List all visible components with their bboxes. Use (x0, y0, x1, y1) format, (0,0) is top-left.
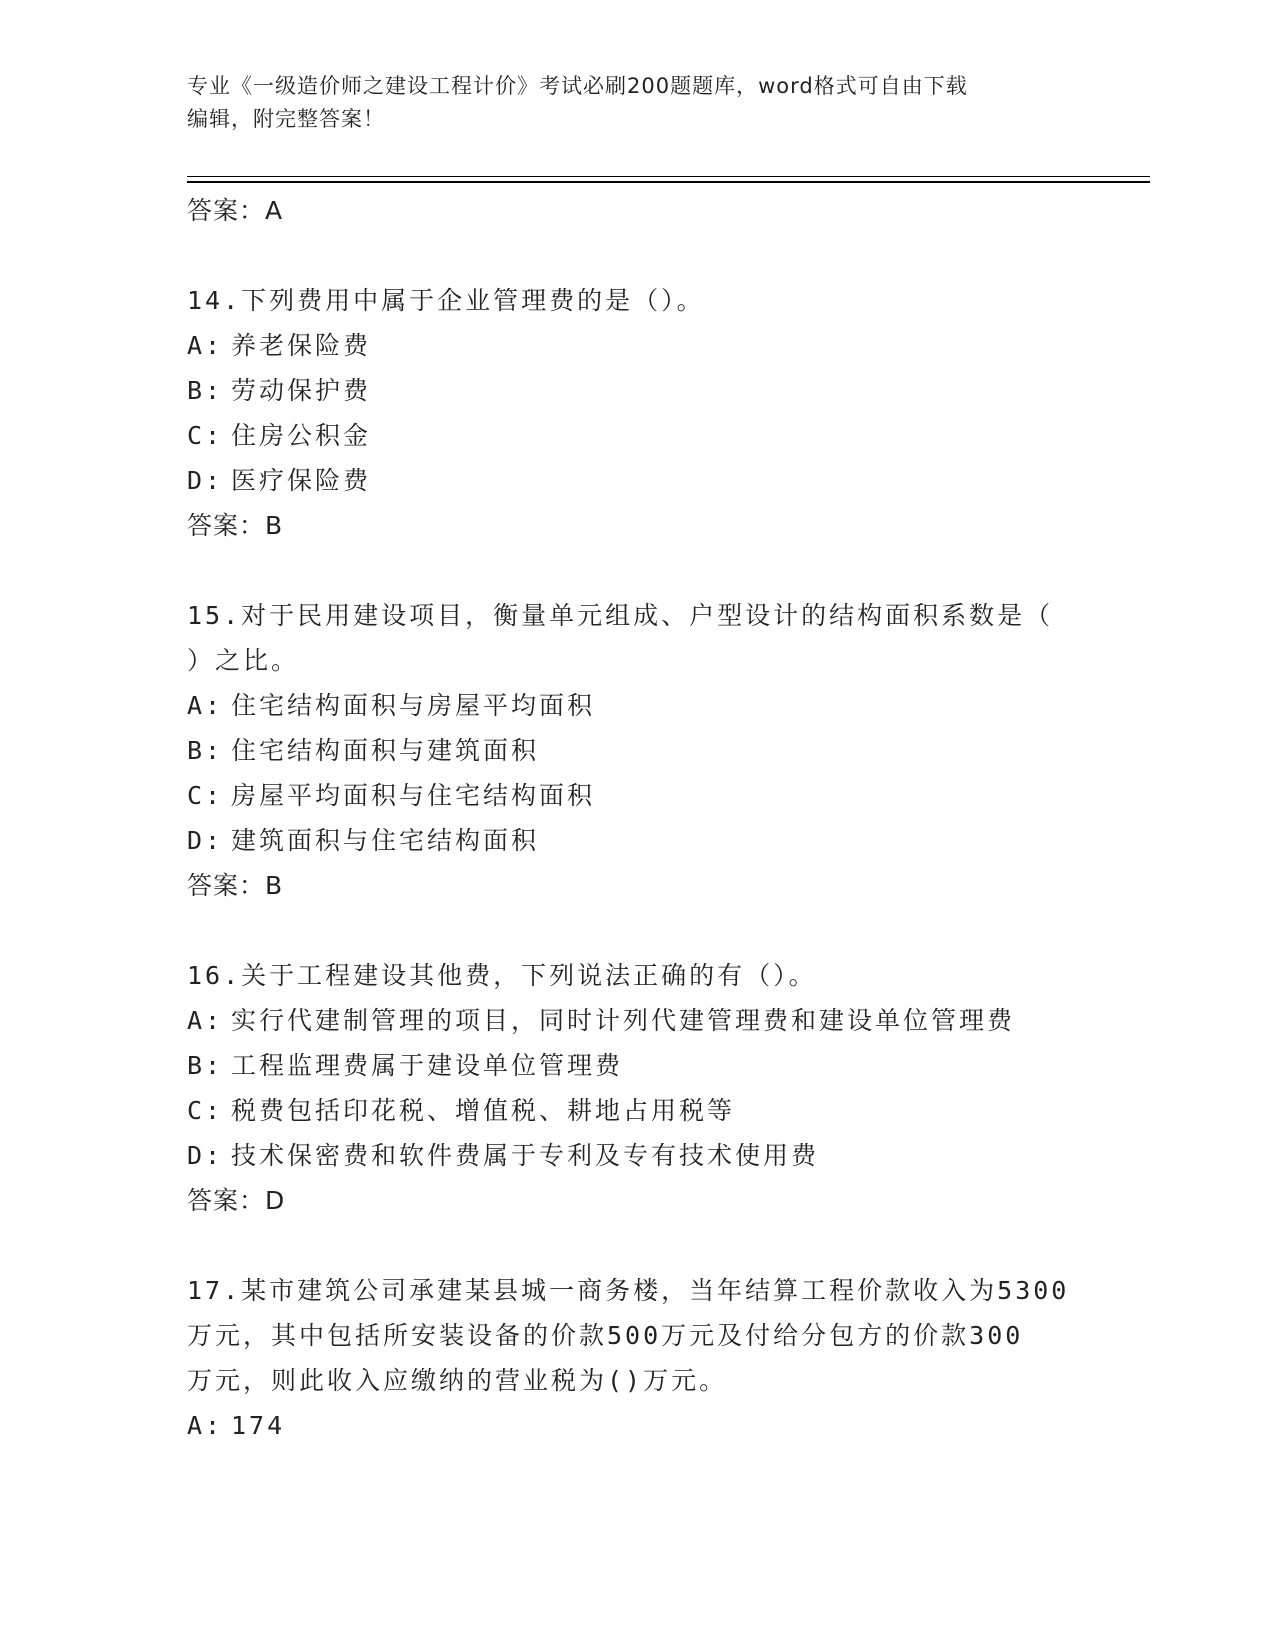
option-letter: A: (187, 331, 224, 360)
option-letter: B: (187, 1051, 224, 1080)
option-letter: B: (187, 376, 224, 405)
option-c (187, 773, 1117, 818)
option-text: 劳动保护费 (231, 376, 372, 405)
option-d (187, 818, 1117, 863)
header-divider-thin (187, 176, 1150, 177)
question-text-line: 15.对于民用建设项目，衡量单元组成、户型设计的结构面积系数是（ (187, 601, 1054, 630)
option-b (187, 368, 1117, 413)
option-text: 税费包括印花税、增值税、耕地占用税等 (231, 1096, 736, 1125)
header-title-line-1: 专业《一级造价师之建设工程计价》考试必刷200题题库，word格式可自由下载 (187, 74, 968, 98)
option-c (187, 413, 1117, 458)
question-block (187, 953, 1117, 1223)
option-letter: D: (187, 466, 224, 495)
option-text: 实行代建制管理的项目，同时计列代建管理费和建设单位管理费 (231, 1006, 1016, 1035)
option-c (187, 1088, 1117, 1133)
spacer (187, 908, 1117, 953)
option-text: 住宅结构面积与建筑面积 (231, 736, 540, 765)
option-text: 住房公积金 (231, 421, 372, 450)
option-text: 工程监理费属于建设单位管理费 (231, 1051, 624, 1080)
question-block (187, 278, 1117, 548)
option-letter: A: (187, 1006, 224, 1035)
answer-line: 答案：B (187, 871, 284, 900)
option-letter: B: (187, 736, 224, 765)
previous-answer: 答案：A (187, 196, 284, 225)
option-text: 住宅结构面积与房屋平均面积 (231, 691, 596, 720)
spacer (187, 233, 1117, 278)
option-d (187, 458, 1117, 503)
option-text: 房屋平均面积与住宅结构面积 (231, 781, 596, 810)
option-letter: A: (187, 1411, 224, 1440)
option-b (187, 728, 1117, 773)
option-text: 养老保险费 (231, 331, 372, 360)
question-text-line: 16.关于工程建设其他费，下列说法正确的有（）。 (187, 961, 817, 990)
option-letter: C: (187, 781, 224, 810)
option-letter: A: (187, 691, 224, 720)
question-text-line: 14.下列费用中属于企业管理费的是（）。 (187, 286, 705, 315)
option-text: 医疗保险费 (231, 466, 372, 495)
option-text: 技术保密费和软件费属于专利及专有技术使用费 (231, 1141, 820, 1170)
question-block (187, 1268, 1117, 1448)
option-text: 建筑面积与住宅结构面积 (231, 826, 540, 855)
option-letter: D: (187, 826, 224, 855)
option-letter: D: (187, 1141, 224, 1170)
answer-line: 答案：B (187, 511, 284, 540)
header-divider-thick (187, 181, 1150, 183)
answer-line: 答案：D (187, 1186, 286, 1215)
spacer (187, 1223, 1117, 1268)
option-a (187, 998, 1117, 1043)
option-b (187, 1043, 1117, 1088)
question-text-line: 万元，则此收入应缴纳的营业税为()万元。 (187, 1366, 728, 1395)
option-letter: C: (187, 421, 224, 450)
option-text: 174 (231, 1411, 286, 1440)
option-d (187, 1133, 1117, 1178)
question-block (187, 593, 1117, 908)
spacer (187, 548, 1117, 593)
option-a (187, 323, 1117, 368)
question-text-line: ）之比。 (187, 646, 300, 675)
question-text-line: 万元，其中包括所安装设备的价款500万元及付给分包方的价款300 (187, 1321, 1024, 1350)
header-title-line-2: 编辑，附完整答案！ (187, 107, 385, 131)
option-a (187, 1403, 1117, 1448)
document-header (187, 70, 1067, 136)
question-content (187, 188, 1117, 1448)
question-text-line: 17.某市建筑公司承建某县城一商务楼，当年结算工程价款收入为5300 (187, 1276, 1070, 1305)
option-letter: C: (187, 1096, 224, 1125)
option-a (187, 683, 1117, 728)
